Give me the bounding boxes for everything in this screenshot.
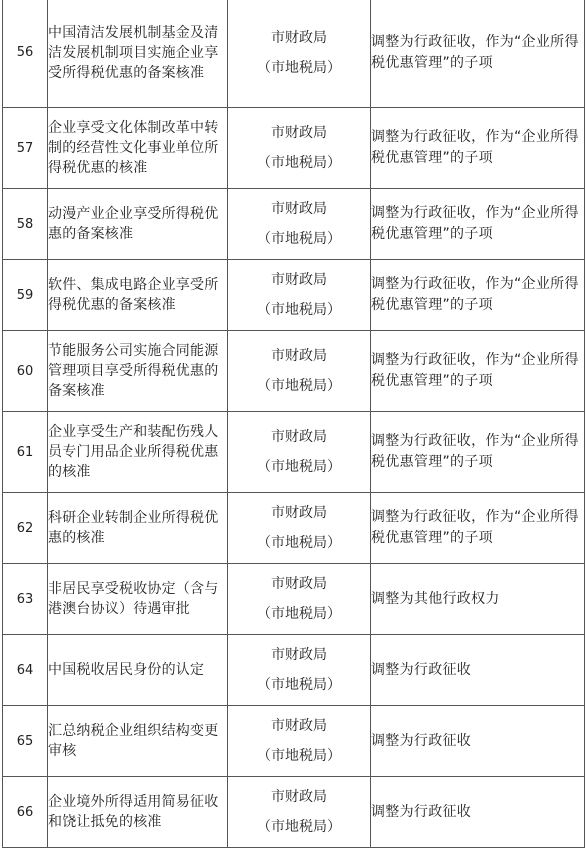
table-row xyxy=(3,777,585,848)
table-row xyxy=(3,260,585,331)
adjustment-note: 调整为行政征收，作为“企业所得税优惠管理”的子项 xyxy=(371,493,585,564)
table-row xyxy=(3,412,585,493)
item-name: 汇总纳税企业组织结构变更审核 xyxy=(48,706,228,777)
adjustment-note: 调整为行政征收 xyxy=(371,635,585,706)
adjustment-note: 调整为行政征收，作为“企业所得税优惠管理”的子项 xyxy=(371,331,585,412)
item-name: 中国清洁发展机制基金及清洁发展机制项目实施企业享受所得税优惠的备案核准 xyxy=(48,0,228,108)
department-name: 市财政局 xyxy=(271,576,327,592)
item-name: 企业境外所得适用简易征收和饶让抵免的核准 xyxy=(48,777,228,848)
row-number: 56 xyxy=(3,0,48,108)
table-row xyxy=(3,635,585,706)
department-name: 市财政局 xyxy=(271,272,327,288)
sub-department-name: （市地税局） xyxy=(257,378,341,394)
department-name: 市财政局 xyxy=(271,125,327,141)
table-row xyxy=(3,331,585,412)
sub-department-name: （市地税局） xyxy=(257,606,341,622)
item-name: 软件、集成电路企业享受所得税优惠的备案核准 xyxy=(48,260,228,331)
department-cell xyxy=(228,564,371,635)
item-name: 节能服务公司实施合同能源管理项目享受所得税优惠的备案核准 xyxy=(48,331,228,412)
department-name: 市财政局 xyxy=(271,348,327,364)
row-number: 63 xyxy=(3,564,48,635)
item-name: 科研企业转制企业所得税优惠的核准 xyxy=(48,493,228,564)
row-number: 65 xyxy=(3,706,48,777)
item-name: 企业享受生产和装配伤残人员专门用品企业所得税优惠的核准 xyxy=(48,412,228,493)
table-row xyxy=(3,108,585,189)
table-row xyxy=(3,564,585,635)
row-number: 62 xyxy=(3,493,48,564)
department-name: 市财政局 xyxy=(271,789,327,805)
department-name: 市财政局 xyxy=(271,29,327,46)
item-name: 非居民享受税收协定（含与港澳台协议）待遇审批 xyxy=(48,564,228,635)
department-cell xyxy=(228,260,371,331)
row-number: 58 xyxy=(3,189,48,260)
sub-department-name: （市地税局） xyxy=(257,819,341,835)
adjustment-note: 调整为行政征收 xyxy=(371,777,585,848)
department-cell xyxy=(228,635,371,706)
sub-department-name: （市地税局） xyxy=(257,231,341,247)
department-name: 市财政局 xyxy=(271,201,327,217)
department-cell xyxy=(228,189,371,260)
table-row xyxy=(3,189,585,260)
department-name: 市财政局 xyxy=(271,647,327,663)
table-row xyxy=(3,493,585,564)
sub-department-name: （市地税局） xyxy=(257,748,341,764)
table-row xyxy=(3,0,585,108)
item-name: 企业享受文化体制改革中转制的经营性文化事业单位所得税优惠的核准 xyxy=(48,108,228,189)
sub-department-name: （市地税局） xyxy=(257,302,341,318)
department-cell xyxy=(228,706,371,777)
sub-department-name: （市地税局） xyxy=(257,459,341,475)
sub-department-name: （市地税局） xyxy=(257,155,341,171)
sub-department-name: （市地税局） xyxy=(257,59,341,76)
department-cell xyxy=(228,108,371,189)
table-row xyxy=(3,706,585,777)
sub-department-name: （市地税局） xyxy=(257,677,341,693)
adjustment-note: 调整为其他行政权力 xyxy=(371,564,585,635)
department-name: 市财政局 xyxy=(271,429,327,445)
adjustment-note: 调整为行政征收，作为“企业所得税优惠管理”的子项 xyxy=(371,189,585,260)
department-cell xyxy=(228,493,371,564)
department-name: 市财政局 xyxy=(271,718,327,734)
row-number: 59 xyxy=(3,260,48,331)
sub-department-name: （市地税局） xyxy=(257,535,341,551)
department-cell xyxy=(228,0,371,108)
department-cell xyxy=(228,412,371,493)
adjustment-note: 调整为行政征收，作为“企业所得税优惠管理”的子项 xyxy=(371,0,585,108)
row-number: 57 xyxy=(3,108,48,189)
row-number: 61 xyxy=(3,412,48,493)
row-number: 66 xyxy=(3,777,48,848)
row-number: 60 xyxy=(3,331,48,412)
item-name: 动漫产业企业享受所得税优惠的备案核准 xyxy=(48,189,228,260)
adjustment-note: 调整为行政征收，作为“企业所得税优惠管理”的子项 xyxy=(371,260,585,331)
row-number: 64 xyxy=(3,635,48,706)
department-name: 市财政局 xyxy=(271,505,327,521)
department-cell xyxy=(228,777,371,848)
adjustment-note: 调整为行政征收，作为“企业所得税优惠管理”的子项 xyxy=(371,108,585,189)
department-cell xyxy=(228,331,371,412)
adjustment-note: 调整为行政征收，作为“企业所得税优惠管理”的子项 xyxy=(371,412,585,493)
adjustment-note: 调整为行政征收 xyxy=(371,706,585,777)
item-name: 中国税收居民身份的认定 xyxy=(48,635,228,706)
admin-power-table xyxy=(2,0,585,848)
